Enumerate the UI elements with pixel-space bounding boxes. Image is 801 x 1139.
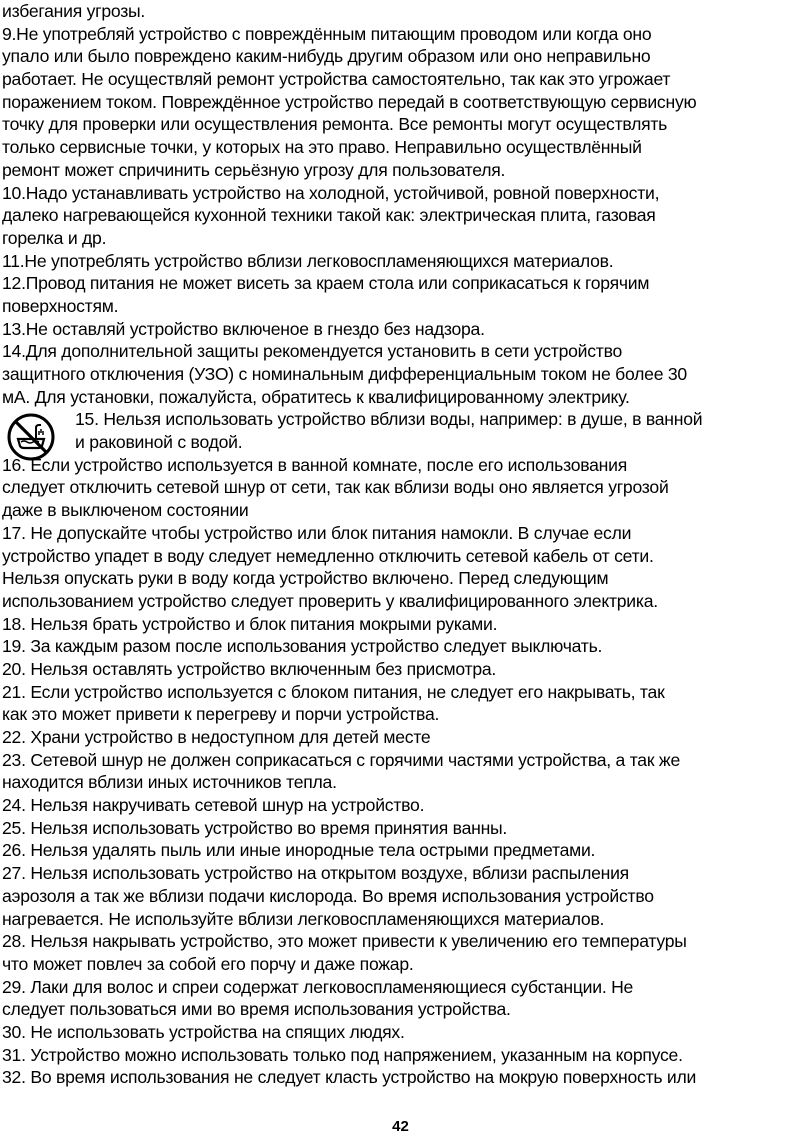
- text-line: следует пользоваться ими во время использования устройства.: [2, 999, 511, 1020]
- text-line: 13.Не оставляй устройство включеное в гнездо без надзора.: [2, 318, 485, 339]
- text-line: следует отключить сетевой шнур от сети, так как вблизи воды оно является угрозой: [2, 477, 669, 498]
- text-line: горелка и др.: [2, 227, 107, 248]
- text-line: поверхностям.: [2, 295, 119, 316]
- text-line: далеко нагревающейся кухонной техники такой как: электрическая плита, газовая: [2, 205, 656, 226]
- text-line: использованием устройство следует проверить у квалифицированного электрика.: [2, 590, 658, 611]
- text-line: Нельзя опускать руки в воду когда устройство включено. Перед следующим: [2, 568, 609, 589]
- text-line: точку для проверки или осуществления ремонта. Все ремонты могут осуществлять: [2, 114, 668, 135]
- instructions-text: [2, 0, 799, 1089]
- text-line: 19. За каждым разом после использования устройство следует выключать.: [2, 636, 603, 657]
- text-line: 29. Лаки для волос и спреи содержат легковоспламеняющиеся субстанции. Не: [2, 976, 634, 997]
- page-number: 42: [392, 1118, 409, 1135]
- text-line: упало или было повреждено каким-нибудь другим образом или оно неправильно: [2, 46, 651, 67]
- text-line: мА. Для установки, пожалуйста, обратитесь к квалифицированному электрику.: [2, 386, 630, 407]
- text-line: работает. Не осуществляй ремонт устройства самостоятельно, так как это угрожает: [2, 69, 671, 90]
- text-line: 26. Нельзя удалять пыль или иные инородные тела острыми предметами.: [2, 840, 596, 861]
- text-line: 15. Нельзя использовать устройство вблизи воды, например: в душе, в ванной: [75, 409, 703, 430]
- text-line: даже в выключеном состоянии: [2, 500, 249, 521]
- text-line: 14.Для дополнительной защиты рекомендуется установить в сети устройство: [2, 341, 623, 362]
- text-line: аэрозоля а так же вблизи подачи кислорода. Во время использования устройство: [2, 885, 654, 906]
- no-water-bath-icon: [6, 412, 56, 462]
- text-line: 27. Нельзя использовать устройство на открытом воздухе, вблизи распыления: [2, 863, 629, 884]
- text-line: 32. Во время использования не следует класть устройство на мокрую поверхность или: [2, 1067, 697, 1088]
- text-line: 23. Сетевой шнур не должен соприкасаться с горячими частями устройства, а так же: [2, 749, 680, 770]
- text-line: 12.Провод питания не может висеть за краем стола или соприкасаться к горячим: [2, 273, 650, 294]
- text-line: ремонт может спричинить серьёзную угрозу для пользователя.: [2, 159, 506, 180]
- text-line: 17. Не допускайте чтобы устройство или блок питания намокли. В случае если: [2, 522, 632, 543]
- text-line: 21. Если устройство используется с блоком питания, не следует его накрывать, так: [2, 681, 665, 702]
- text-line: 31. Устройство можно использовать только под напряжением, указанным на корпусе.: [2, 1044, 683, 1065]
- text-line: 11.Не употреблять устройство вблизи легковоспламеняющихся материалов.: [2, 250, 614, 271]
- text-line: как это может привети к перегреву и порчи устройства.: [2, 704, 440, 725]
- text-line: защитного отключения (УЗО) с номинальным дифференциальным током не более 30: [2, 364, 687, 384]
- text-line: находится вблизи иных источников тепла.: [2, 772, 337, 793]
- text-line: 18. Нельзя брать устройство и блок питания мокрыми руками.: [2, 613, 498, 634]
- text-line: 20. Нельзя оставлять устройство включенным без присмотра.: [2, 658, 497, 679]
- text-line: 9.Не употребляй устройство с повреждённым питающим проводом или когда оно: [2, 23, 652, 44]
- text-line: нагревается. Не используйте вблизи легковоспламеняющихся материалов.: [2, 908, 605, 929]
- text-line: 30. Не использовать устройства на спящих людях.: [2, 1021, 405, 1042]
- text-line: 22. Храни устройство в недоступном для детей месте: [2, 727, 431, 747]
- text-line: 28. Нельзя накрывать устройство, это может привести к увеличению его температуры: [2, 931, 687, 952]
- text-line: только сервисные точки, у которых на это право. Неправильно осуществлённый: [2, 137, 642, 158]
- text-line: избегания угрозы.: [2, 1, 146, 21]
- text-line: поражением током. Повреждённое устройство передай в соответствующую сервисную: [2, 91, 697, 112]
- text-line: устройство упадет в воду следует немедленно отключить сетевой кабель от сети.: [2, 545, 654, 566]
- text-line: что может повлеч за собой его порчу и даже пожар.: [2, 953, 414, 974]
- text-line: и раковиной с водой.: [75, 432, 243, 453]
- text-line: 10.Надо устанавливать устройство на холодной, устойчивой, ровной поверхности,: [2, 182, 660, 203]
- text-line: 24. Нельзя накручивать сетевой шнур на устройство.: [2, 795, 425, 816]
- text-line: 16. Если устройство используется в ванной комнате, после его использования: [2, 454, 628, 475]
- text-line: 25. Нельзя использовать устройство во время принятия ванны.: [2, 817, 508, 838]
